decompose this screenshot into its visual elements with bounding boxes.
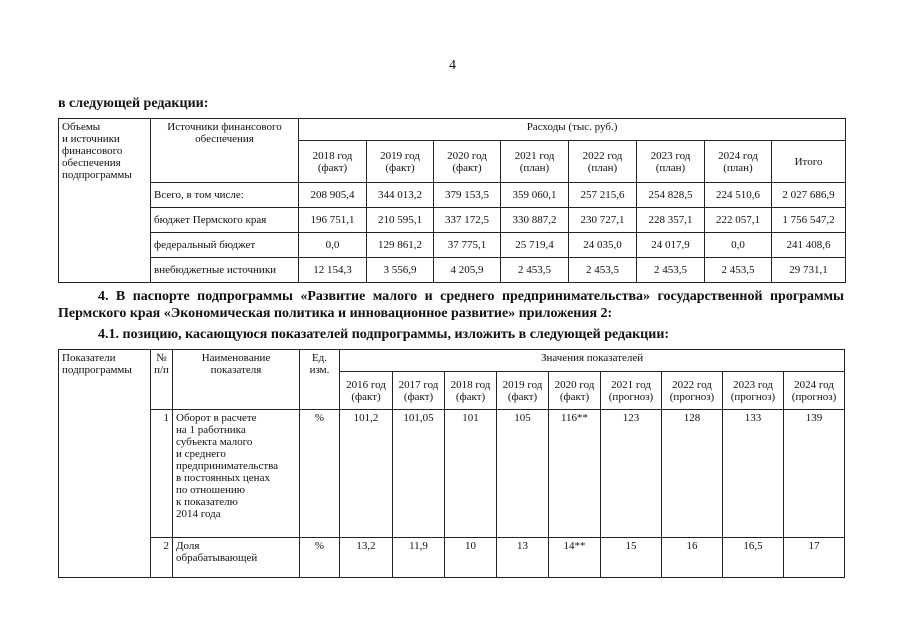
t1-value-cell: 37 775,1: [434, 233, 501, 258]
t2-value-cell: 101,2: [340, 410, 393, 538]
t2-value-cell: 133: [723, 410, 784, 538]
t1-value-cell: 241 408,6: [772, 233, 846, 258]
t1-year-header: 2023 год (план): [637, 141, 705, 183]
t1-value-cell: 224 510,6: [705, 183, 772, 208]
t1-source-label: Всего, в том числе:: [151, 183, 299, 208]
t2-year-header: 2020 год (факт): [549, 372, 601, 410]
table-row: [59, 208, 846, 233]
t1-col0-header: Объемы и источники финансового обеспечения подпрограммы: [59, 119, 151, 283]
t1-value-cell: 257 215,6: [569, 183, 637, 208]
t2-num-header: № п/п: [151, 350, 173, 410]
paragraph-1: 4. В паспорте подпрограммы «Развитие малого и среднего предпринимательства» государственной программы Пермского края «Экономическая политика и инновационное развитие» приложения 2:: [58, 289, 844, 321]
t2-unit-header: Ед. изм.: [300, 350, 340, 410]
t1-value-cell: 2 453,5: [569, 258, 637, 283]
t1-value-cell: 210 595,1: [367, 208, 434, 233]
t1-year-header: 2019 год (факт): [367, 141, 434, 183]
t2-year-header: 2024 год (прогноз): [784, 372, 845, 410]
t1-year-header: 2018 год (факт): [299, 141, 367, 183]
t1-year-header: 2022 год (план): [569, 141, 637, 183]
t2-col0-header: Показатели подпрограммы: [59, 350, 151, 578]
t2-row-number: 1: [151, 410, 173, 538]
t2-indicator-name: Оборот в расчете на 1 работника субъекта малого и среднего предпринимательства в постоянных ценах по отношению к показателю 2014 года: [173, 410, 300, 538]
t2-value-cell: 16: [662, 538, 723, 578]
t1-group-header: Расходы (тыс. руб.): [299, 119, 846, 141]
t2-year-header: 2022 год (прогноз): [662, 372, 723, 410]
t1-value-cell: 24 017,9: [637, 233, 705, 258]
financing-table: [58, 118, 846, 283]
t1-value-cell: 2 453,5: [705, 258, 772, 283]
t1-value-cell: 337 172,5: [434, 208, 501, 233]
t1-value-cell: 344 013,2: [367, 183, 434, 208]
t1-value-cell: 2 453,5: [501, 258, 569, 283]
t1-value-cell: 2 027 686,9: [772, 183, 846, 208]
t2-group-header: Значения показателей: [340, 350, 845, 372]
t2-year-header: 2016 год (факт): [340, 372, 393, 410]
t2-value-cell: 17: [784, 538, 845, 578]
t2-year-header: 2019 год (факт): [497, 372, 549, 410]
t1-value-cell: 0,0: [705, 233, 772, 258]
t2-name-header: Наименование показателя: [173, 350, 300, 410]
t2-value-cell: 16,5: [723, 538, 784, 578]
t1-value-cell: 129 861,2: [367, 233, 434, 258]
t1-value-cell: 330 887,2: [501, 208, 569, 233]
t1-col1-header: Источники финансового обеспечения: [151, 119, 299, 183]
table-row: [59, 538, 845, 578]
t2-year-header: 2017 год (факт): [393, 372, 445, 410]
t2-year-header: 2021 год (прогноз): [601, 372, 662, 410]
t1-source-label: внебюджетные источники: [151, 258, 299, 283]
t1-value-cell: 254 828,5: [637, 183, 705, 208]
t2-value-cell: 13: [497, 538, 549, 578]
t2-value-cell: 139: [784, 410, 845, 538]
t1-year-header: 2020 год (факт): [434, 141, 501, 183]
intro-text: в следующей редакции:: [58, 96, 209, 111]
t1-year-header: Итого: [772, 141, 846, 183]
t1-year-header: 2021 год (план): [501, 141, 569, 183]
t2-value-cell: 128: [662, 410, 723, 538]
t1-value-cell: 359 060,1: [501, 183, 569, 208]
t2-value-cell: 123: [601, 410, 662, 538]
t2-value-cell: 116**: [549, 410, 601, 538]
table-row: [59, 410, 845, 538]
t2-indicator-name: Доля обрабатывающей: [173, 538, 300, 578]
table-row: [59, 258, 846, 283]
t2-value-cell: 101,05: [393, 410, 445, 538]
t1-value-cell: 196 751,1: [299, 208, 367, 233]
t1-value-cell: 228 357,1: [637, 208, 705, 233]
paragraph-2: 4.1. позицию, касающуюся показателей подпрограммы, изложить в следующей редакции:: [98, 327, 670, 342]
table-row: [59, 233, 846, 258]
t1-value-cell: 24 035,0: [569, 233, 637, 258]
t1-value-cell: 379 153,5: [434, 183, 501, 208]
page-number: 4: [449, 58, 456, 73]
t1-value-cell: 1 756 547,2: [772, 208, 846, 233]
t2-value-cell: 105: [497, 410, 549, 538]
t2-row-number: 2: [151, 538, 173, 578]
t1-value-cell: 0,0: [299, 233, 367, 258]
t2-value-cell: 10: [445, 538, 497, 578]
t2-value-cell: 15: [601, 538, 662, 578]
t2-year-header: 2023 год (прогноз): [723, 372, 784, 410]
t2-value-cell: 13,2: [340, 538, 393, 578]
indicators-table: [58, 349, 845, 578]
t1-value-cell: 208 905,4: [299, 183, 367, 208]
t2-year-header: 2018 год (факт): [445, 372, 497, 410]
t1-year-header: 2024 год (план): [705, 141, 772, 183]
t2-unit: %: [300, 410, 340, 538]
t1-value-cell: 4 205,9: [434, 258, 501, 283]
t1-source-label: федеральный бюджет: [151, 233, 299, 258]
t1-value-cell: 2 453,5: [637, 258, 705, 283]
t2-unit: %: [300, 538, 340, 578]
t2-value-cell: 101: [445, 410, 497, 538]
t2-value-cell: 11,9: [393, 538, 445, 578]
t1-value-cell: 12 154,3: [299, 258, 367, 283]
t1-value-cell: 25 719,4: [501, 233, 569, 258]
t2-value-cell: 14**: [549, 538, 601, 578]
table-row: [59, 183, 846, 208]
t1-value-cell: 29 731,1: [772, 258, 846, 283]
t1-source-label: бюджет Пермского края: [151, 208, 299, 233]
t1-value-cell: 3 556,9: [367, 258, 434, 283]
t1-value-cell: 230 727,1: [569, 208, 637, 233]
t1-value-cell: 222 057,1: [705, 208, 772, 233]
